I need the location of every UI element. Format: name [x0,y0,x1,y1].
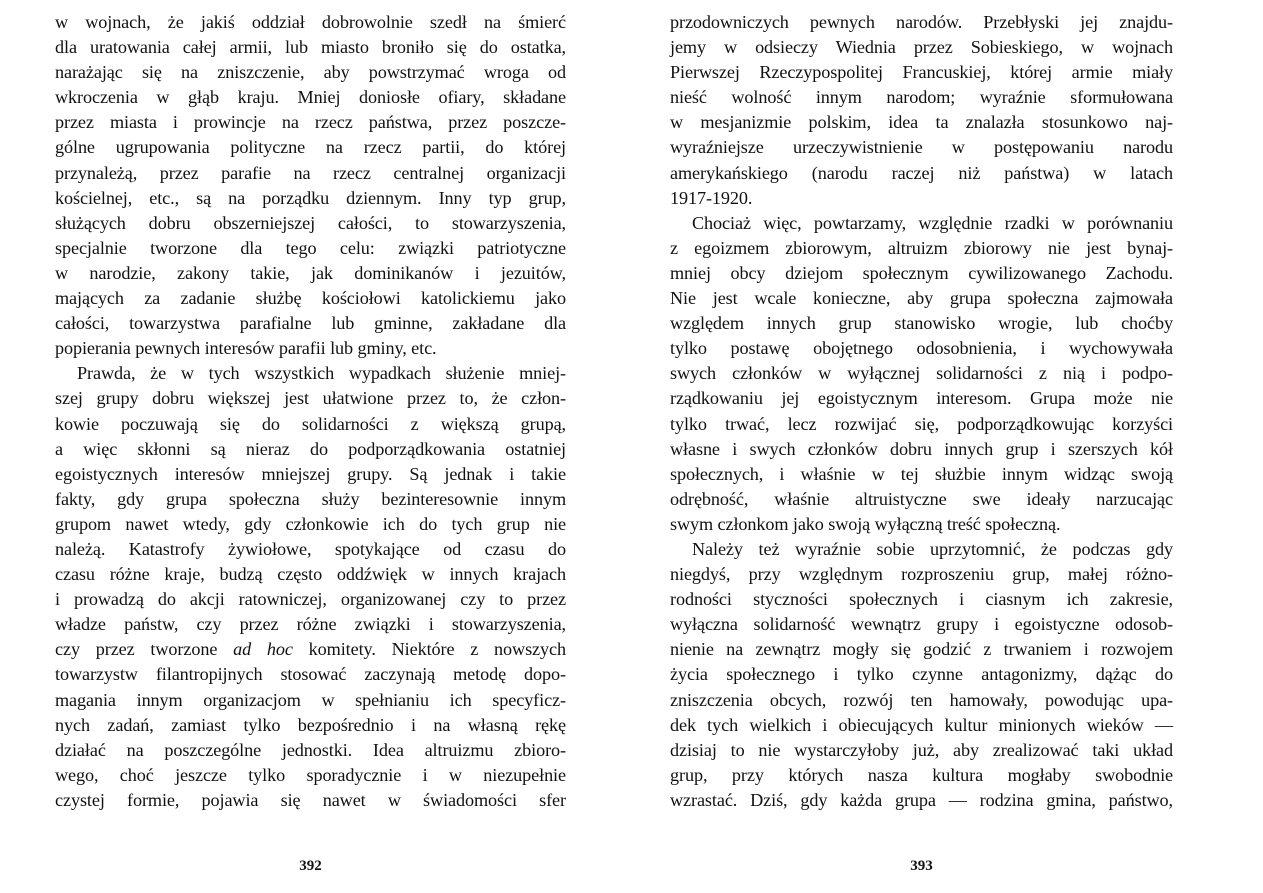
right-page-text [670,10,1173,813]
text-line: fakty, gdy grupa społeczna służy bezinteresownie innym [55,488,566,509]
text-line: magania innym organizacjom w spełnianiu ich specyficz- [55,689,566,710]
text-line: Nie jest wcale konieczne, aby grupa społeczna zajmowała [670,288,1173,309]
text-line: wyłączna solidarność wewnątrz grupy i egoistyczne odosob- [670,614,1173,635]
text-line: służących dobru obszerniejszej całości, to stowarzyszenia, [55,212,566,233]
text-line: grup, przy których nasza kultura mogłaby swobodnie [670,764,1173,785]
text-line: wyraźniejsze urzeczywistnienie w postępowaniu narodu [670,137,1173,158]
text-line: społecznych, i właśnie w tej służbie innym widząc swoją [670,463,1173,484]
text-line: tylko trwać, lecz rozwijać się, podporządkowując korzyści [670,413,1173,434]
text-line: w mesjanizmie polskim, idea ta znalazła stosunkowo naj- [670,112,1173,133]
text-line: z egoizmem zbiorowym, altruizm zbiorowy nie jest bynaj- [670,237,1173,258]
text-line: życia społecznego i tylko czynne antagonizmy, dążąc do [670,664,1173,685]
text-line: narażając się na zniszczenie, aby powstrzymać wroga od [55,62,566,83]
paragraph-first-line: Należy też wyraźnie sobie uprzytomnić, że podczas gdy [692,538,1173,559]
text-line: nych zadań, zamiast tylko bezpośrednio i na własną rękę [55,714,566,735]
text-line: towarzystw filantropijnych stosować zaczynają metodę dopo- [55,664,566,685]
text-line: gólne ugrupowania polityczne na rzecz partii, do której [55,137,566,158]
paragraph-last-line: popierania pewnych interesów parafii lub gminy, etc. [55,338,437,359]
left-page-text [55,10,566,813]
text-line: własne i swych członków dobru innych grup i szerszych kół [670,438,1173,459]
italic-phrase: ad hoc [233,639,293,660]
text-line: szej grupy dobru większej jest ułatwione przez to, że człon- [55,388,566,409]
text-line: rodności styczności społecznych i ciasnym ich zakresie, [670,589,1173,610]
text-line: kowie poczuwają się do solidarności z większą grupą, [55,413,566,434]
text-segment: czy przez tworzone [55,639,234,660]
text-line: należą. Katastrofy żywiołowe, spotykające od czasu do [55,538,566,559]
paragraph-last-line: swym członkom jako swoją wyłączną treść społeczną. [670,513,1061,534]
text-line: nieść wolność innym narodom; wyraźnie sformułowana [670,87,1173,108]
text-line: w wojnach, że jakiś oddział dobrowolnie szedł na śmierć [55,12,566,32]
text-line: czasu różne kraje, budzą często oddźwięk w innych krajach [55,564,566,585]
text-line: odrębność, właśnie altruistyczne swe ideały narzucając [670,488,1173,509]
text-line: tylko postawę obojętnego odosobnienia, i wychowywała [670,338,1173,359]
text-line: i prowadzą do akcji ratowniczej, organizowanej czy to przez [55,589,566,610]
text-line: przez miasta i prowincje na rzecz państwa, przez poszcze- [55,112,566,133]
text-line: przynależą, przez parafie na rzecz centralnej organizacji [55,162,566,183]
text-line: wzrastać. Dziś, gdy każda grupa — rodzina gmina, państwo, [670,789,1173,810]
text-line: mniej obcy dziejom społecznym cywilizowanego Zachodu. [670,262,1173,283]
text-line: mających za zadanie służbę kościołowi katolickiemu jako [55,288,566,309]
text-line: a więc skłonni są nieraz do podporządkowania ostatniej [55,438,566,459]
text-line: rządkowaniu jej egoistycznym interesom. Grupa może nie [670,388,1173,409]
page-number: 392 [299,858,322,874]
text-line-with-italic [55,637,566,662]
text-line: niegdyś, przy względnym rozproszeniu grup, małej różno- [670,564,1173,585]
text-line: dzisiaj to nie wystarczyłoby już, aby zrealizować taki układ [670,739,1173,760]
text-line: swych członków w wyłącznej solidarności z nią i podpo- [670,363,1173,384]
text-line: Pierwszej Rzeczypospolitej Francuskiej, której armie miały [670,62,1173,83]
text-segment: komitety. Niektóre z nowszych [292,639,566,660]
text-line: dek tych wielkich i obiecujących kultur minionych wieków — [670,714,1173,735]
page-number: 393 [910,858,933,874]
text-line: w narodzie, zakony takie, jak dominikanów i jezuitów, [55,262,566,283]
text-line: wego, choć jeszcze tylko sporadycznie i w niezupełnie [55,764,566,785]
text-line: egoistycznych interesów mniejszej grupy. Są jednak i takie [55,463,566,484]
text-line: wkroczenia w głąb kraju. Mniej doniosłe ofiary, składane [55,87,566,108]
text-line: nienie na zewnątrz mogły się godzić z trwaniem i rozwojem [670,639,1173,660]
text-line: jemy w odsieczy Wiednia przez Sobieskiego, w wojnach [670,37,1173,58]
paragraph-first-line: Chociaż więc, powtarzamy, względnie rzadki w porównaniu [692,212,1173,233]
text-line: specjalnie tworzone dla tego celu: związki patriotyczne [55,237,566,258]
text-line: władze państw, czy przez różne związki i stowarzyszenia, [55,614,566,635]
text-line: zniszczenia obcych, rozwój ten hamowały, powodując upa- [670,689,1173,710]
text-line: przodowniczych pewnych narodów. Przebłyski jej znajdu- [670,12,1173,32]
paragraph-first-line: Prawda, że w tych wszystkich wypadkach służenie mniej- [77,363,566,384]
text-line: dla uratowania całej armii, lub miasto broniło się do ostatka, [55,37,566,58]
text-line: względem innych grup stanowisko wrogie, lub choćby [670,313,1173,334]
right-page [670,0,1173,893]
text-line: działać na poszczególne jednostki. Idea altruizmu zbioro- [55,739,566,760]
text-line: grupom nawet wtedy, gdy członkowie ich do tych grup nie [55,513,566,534]
text-line: kościelnej, etc., są na porządku dziennym. Inny typ grup, [55,187,566,208]
left-page [55,0,566,893]
text-line: amerykańskiego (narodu raczej niż państwa) w latach [670,162,1173,183]
paragraph-last-line: 1917-1920. [670,187,753,208]
text-line: całości, towarzystwa parafialne lub gminne, zakładane dla [55,313,566,334]
text-line: czystej formie, pojawia się nawet w świadomości sfer [55,789,566,810]
